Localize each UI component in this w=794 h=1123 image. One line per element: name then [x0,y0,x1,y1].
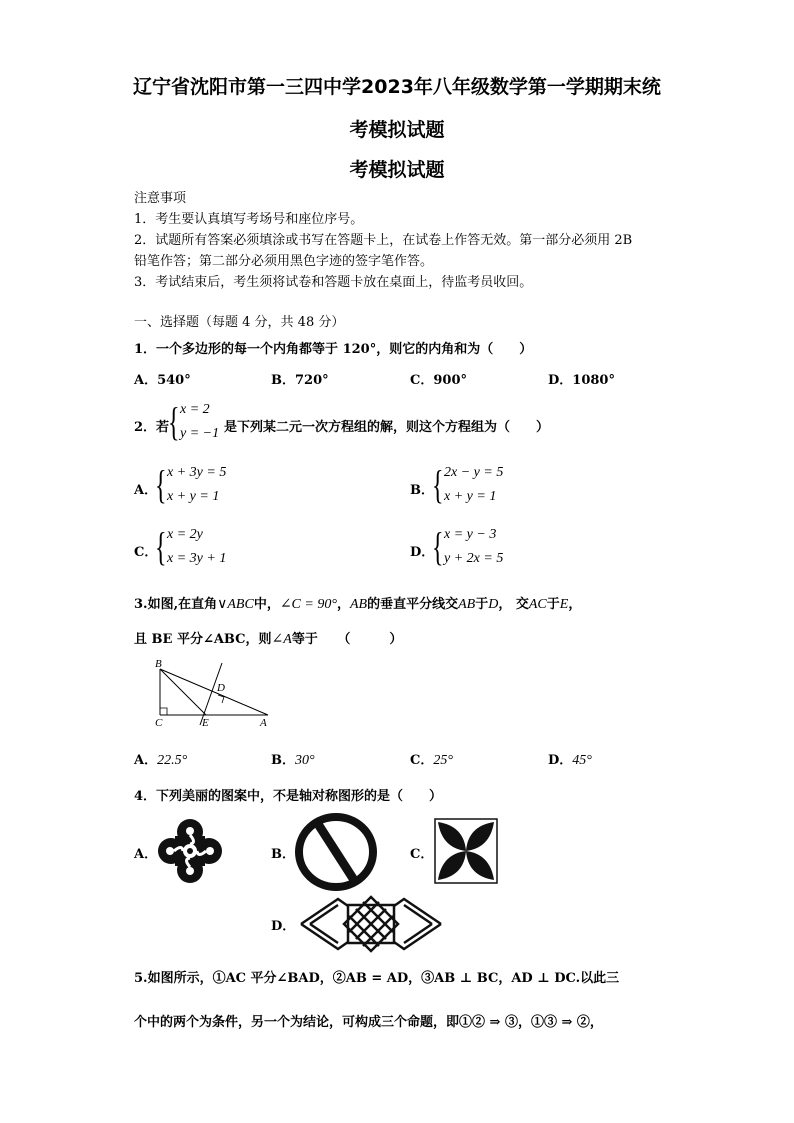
brace-icon: { [432,524,444,569]
q4-label-c: C． [410,847,434,862]
q3-angle-a: ∠A [271,632,292,647]
label-e: E [202,717,209,727]
q4-figure-b-no-sign-icon [294,812,378,892]
q3-option-d [548,749,592,769]
notice-item-3: 3．考试结束后，考生须将试卷和答题卡放在桌面上，待监考员收回。 [134,275,533,290]
q1-option-a: A．540° [134,373,191,388]
q2-prefix: 2．若 [134,420,170,435]
q3-line1 [134,593,581,613]
q3-option-value: 30° [295,753,315,768]
q5-line1: 5.如图所示，①AC 平分∠BAD，②AB = AD，③AB ⊥ BC，AD ⊥ DC.以此三 [134,971,620,986]
notice-item-2-cont: 铅笔作答；第二部分必须用黑色字迹的签字笔作答。 [134,254,434,269]
q4-figure-d-knot-pattern-icon [298,893,444,955]
q4-label-a: A． [134,847,158,862]
q3-option-label: D． [548,753,573,768]
q2-d-eq1: x = y − 3 [444,527,497,542]
q2-b-eq1: 2x − y = 5 [444,465,504,480]
q3-line2 [134,628,402,648]
label-a: A [260,717,267,727]
q3-text: 于 [546,597,560,612]
q3-d: D [488,597,499,612]
q2-label-a: A． [134,483,158,498]
q3-triangle: ∨ABC [217,597,254,612]
q3-text: 中， [253,597,280,612]
q3-option-label: C． [410,753,434,768]
page-title: 辽宁省沈阳市第一三四中学2023年八年级数学第一学期期末统 [133,76,661,98]
q1-option-d: D．1080° [548,373,615,388]
page-title-line2: 考模拟试题 [349,119,445,141]
q3-option-a [134,749,187,769]
q3-angle-c: ∠C = 90° [279,597,337,612]
q2-label-d: D． [410,545,435,560]
page-title-line3: 考模拟试题 [349,159,445,181]
q2-given-eq1: x = 2 [180,402,210,417]
q3-triangle-figure [150,655,280,727]
q3-ab: AB [349,597,368,612]
q4-stem: 4．下列美丽的图案中，不是轴对称图形的是（ ） [134,789,443,804]
q1-option-c: C．900° [410,373,467,388]
brace-icon: { [168,399,180,444]
q3-option-label: B． [271,753,295,768]
q2-d-eq2: y + 2x = 5 [444,551,504,566]
q4-label-d: D． [271,919,296,934]
q2-label-c: C． [134,545,158,560]
q3-ab: AB [458,597,476,612]
q5-line2: 个中的两个为条件，另一个为结论，可构成三个命题，即①② ⇒ ③，①③ ⇒ ②， [134,1015,603,1030]
q3-text: ， [568,597,582,612]
q2-given-eq2: y = −1 [180,426,220,441]
q3-option-value: 45° [572,753,592,768]
q3-text: 的垂直平分线交 [367,597,459,612]
section-heading: 一、选择题（每题 4 分，共 48 分） [134,315,345,330]
q3-option-label: A． [134,753,158,768]
label-c: C [155,717,163,727]
q2-a-eq2: x + y = 1 [167,489,220,504]
q3-option-value: 25° [433,753,453,768]
brace-icon: { [155,524,167,569]
q3-text: ， [336,597,350,612]
q4-figure-a-knot-icon [157,818,223,884]
q2-c-eq1: x = 2y [167,527,203,542]
notice-heading: 注意事项 [134,191,187,206]
q3-text: 于 [475,597,489,612]
q2-label-b: B． [410,483,434,498]
q3-text: 3.如图,在直角 [134,597,218,612]
q2-c-eq2: x = 3y + 1 [167,551,227,566]
brace-icon: { [432,462,444,507]
q2-a-eq1: x + 3y = 5 [167,465,227,480]
q1-stem: 1．一个多边形的每一个内角都等于 120°，则它的内角和为（ ） [134,342,533,357]
q2-suffix: 是下列某二元一次方程组的解，则这个方程组为（ ） [224,420,550,435]
label-b: B [155,658,162,670]
q3-text: 等于 （ ） [291,632,403,647]
q3-text: 且 BE 平分∠ABC，则 [134,632,272,647]
label-d: D [217,682,225,694]
notice-item-2: 2．试题所有答案必须填涂或书写在答题卡上，在试卷上作答无效。第一部分必须用 2B [134,233,633,248]
q3-option-c [410,749,453,769]
brace-icon: { [155,462,167,507]
q3-text: ， 交 [498,597,529,612]
q3-ac: AC [528,597,547,612]
q3-option-value: 22.5° [157,753,188,768]
q1-option-b: B．720° [271,373,329,388]
q4-label-b: B． [271,847,295,862]
q3-e: E [559,597,569,612]
q3-option-b [271,749,315,769]
q4-figure-c-petal-square-icon [434,818,498,884]
notice-item-1: 1．考生要认真填写考场号和座位序号。 [134,212,364,227]
q2-b-eq2: x + y = 1 [444,489,497,504]
